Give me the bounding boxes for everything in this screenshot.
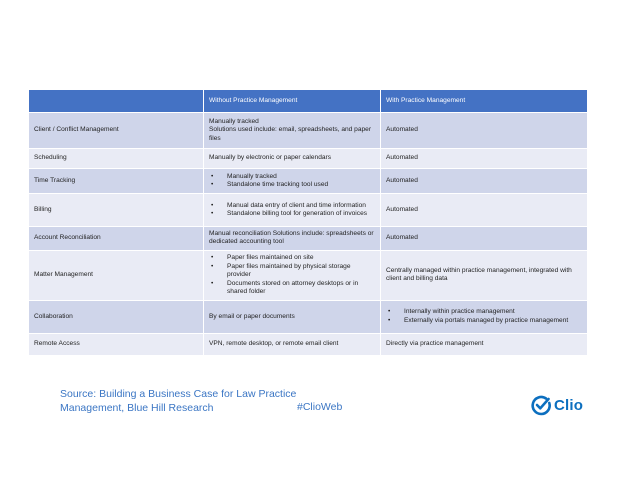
- table-header-row: [29, 90, 588, 113]
- source-citation: Source: Building a Business Case for Law Practice Management, Blue Hill Research: [60, 388, 297, 414]
- row-label: Scheduling: [29, 149, 204, 169]
- table-row: [29, 149, 588, 169]
- cell-text: Automated: [386, 176, 418, 184]
- bullet-item: • Manually tracked: [209, 173, 375, 181]
- cell-with-pm: [381, 300, 588, 333]
- header-cell-blank: [29, 90, 204, 113]
- cell-with-pm: [381, 169, 588, 194]
- cell-with-pm: [381, 149, 588, 169]
- logo-wordmark: Clio: [554, 396, 584, 414]
- header-with-practice-management: With Practice Management: [381, 90, 588, 113]
- cell-text: Manually tracked: [209, 117, 259, 125]
- row-label: Account Reconciliation: [29, 227, 204, 251]
- cell-text: Manual reconciliation Solutions include: spreadsheets or dedicated accounting tool: [209, 230, 374, 246]
- cell-without-pm: [204, 113, 381, 149]
- bullet-list: [209, 202, 375, 219]
- cell-with-pm: [381, 227, 588, 251]
- cell-without-pm: [204, 300, 381, 333]
- bullet-item: • Externally via portals managed by practice management: [386, 317, 582, 325]
- cell-text: Solutions used include: email, spreadsheets, and paper files: [209, 126, 372, 142]
- comparison-table: [28, 89, 588, 356]
- row-label: Billing: [29, 194, 204, 227]
- bullet-item: • Paper files maintained on site: [209, 254, 375, 262]
- cell-text: VPN, remote desktop, or remote email client: [209, 340, 339, 348]
- bullet-list: [386, 308, 582, 325]
- bullet-item: • Documents stored on attorney desktops or in shared folder: [209, 280, 375, 297]
- cell-text: Automated: [386, 154, 418, 162]
- row-label: Time Tracking: [29, 169, 204, 194]
- cell-without-pm: [204, 333, 381, 355]
- cell-text: Centrally managed within practice management, integrated with client and billing data: [386, 266, 572, 283]
- cell-without-pm: [204, 194, 381, 227]
- cell-with-pm: [381, 194, 588, 227]
- hashtag: #ClioWeb: [297, 401, 343, 413]
- table-row: [29, 194, 588, 227]
- table-row: [29, 169, 588, 194]
- bullet-item: • Internally within practice management: [386, 308, 582, 316]
- row-label: Remote Access: [29, 333, 204, 355]
- row-label: Matter Management: [29, 250, 204, 300]
- cell-text: By email or paper documents: [209, 312, 295, 320]
- cell-with-pm: [381, 333, 588, 355]
- cell-text: Automated: [386, 234, 418, 242]
- table-row: [29, 300, 588, 333]
- cell-text: Automated: [386, 205, 418, 213]
- cell-with-pm: [381, 113, 588, 149]
- cell-text: Manually by electronic or paper calendars: [209, 154, 332, 162]
- cell-text: Directly via practice management: [386, 340, 484, 348]
- bullet-item: • Standalone billing tool for generation of invoices: [209, 210, 375, 218]
- table-row: [29, 250, 588, 300]
- table-row: [29, 113, 588, 149]
- cell-with-pm: [381, 250, 588, 300]
- bullet-list: [209, 254, 375, 296]
- cell-without-pm: [204, 169, 381, 194]
- bullet-item: • Manual data entry of client and time information: [209, 202, 375, 210]
- row-label: Collaboration: [29, 300, 204, 333]
- cell-text: Automated: [386, 126, 418, 134]
- clio-logo: [530, 394, 583, 416]
- row-label: Client / Conflict Management: [29, 113, 204, 149]
- cell-without-pm: [204, 227, 381, 251]
- bullet-item: • Standalone time tracking tool used: [209, 181, 375, 189]
- table-row: [29, 227, 588, 251]
- cell-without-pm: [204, 149, 381, 169]
- header-without-practice-management: Without Practice Management: [204, 90, 381, 113]
- clio-checkmark-icon: [530, 394, 552, 416]
- cell-without-pm: [204, 250, 381, 300]
- bullet-list: [209, 173, 375, 190]
- table-row: [29, 333, 588, 355]
- bullet-item: • Paper files maintained by physical storage provider: [209, 263, 375, 280]
